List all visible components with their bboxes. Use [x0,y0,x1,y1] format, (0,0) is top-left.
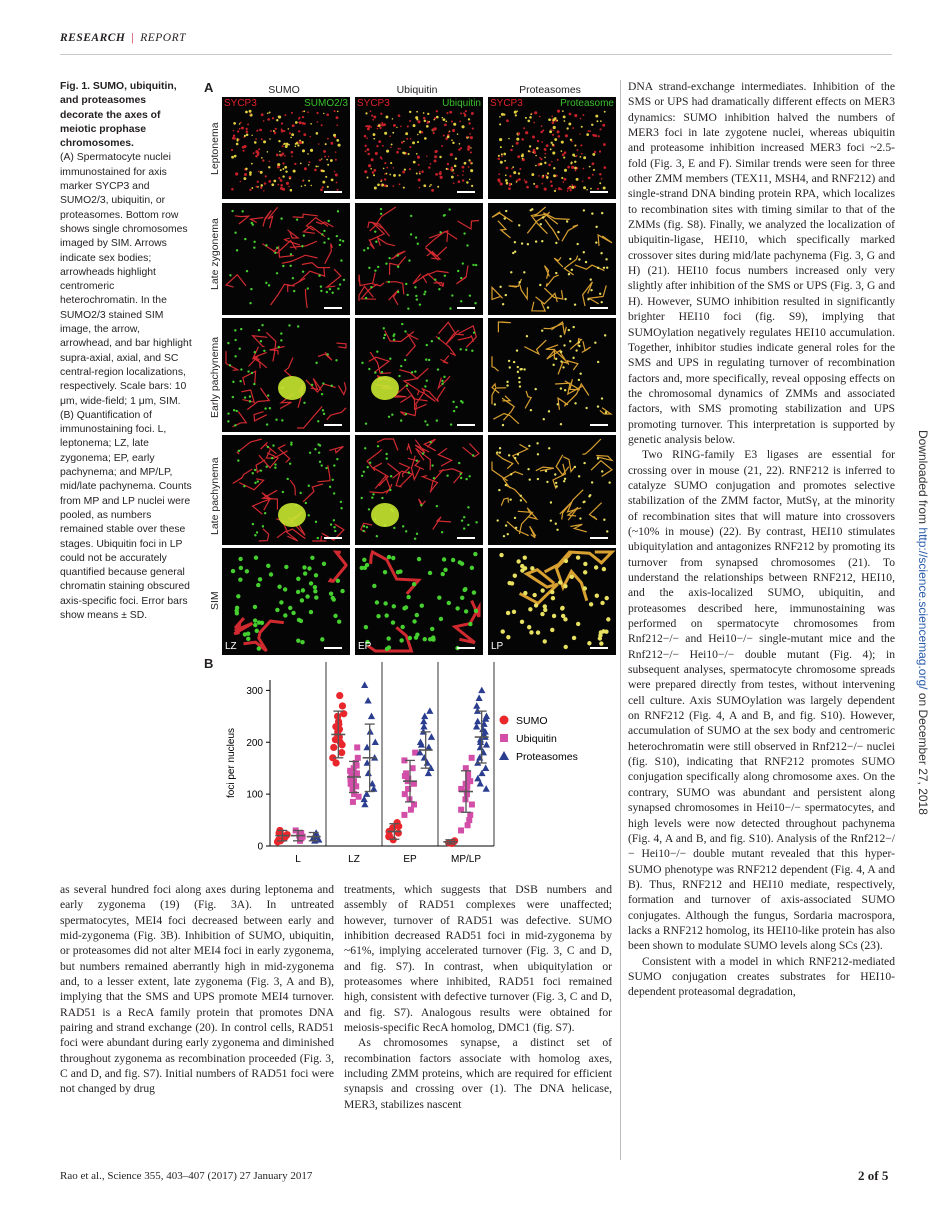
scale-bar [457,424,475,426]
data-point-proteasomes [478,687,485,694]
caption-body: (A) Spermatocyte nuclei immunostained for axis marker SYCP3 and SUMO2/3, ubiquitin, or proteasomes. Bottom row shows single chromosomes imaged by SIM. Arrows indicate sex bodies; arrowheads highlight centromeric heterochromatin. In the SUMO2/3 stained SIM image, the arrow, arrowhead, and bar highlight supra-axial, axial, and SC central-region localizations, respectively. Scale bars: 10 μm, wide-field; 1 μm, SIM. (B) Quantification of immunostaining foci. L, leptonema; LZ, late zygonema; EP, early pachynema; and MP/LP, mid/late pachynema. Counts from MP and LP nuclei were pooled, as numbers remained stable over these stages. Ubiquitin foci in LP could not be accurately quantified because general chromatin staining obscured axis-specific foci. Error bars show means ± SD. [60,152,192,621]
scale-bar [324,647,342,649]
data-point-ubiquitin [408,807,414,813]
legend-marker-ubiquitin [500,734,508,742]
micrograph-late-pachynema-ubiquitin [355,435,483,545]
data-point-ubiquitin [354,744,360,750]
scale-bar [590,424,608,426]
data-point-proteasomes [365,770,372,777]
data-point-ubiquitin [466,817,472,823]
row-label-leptonema: Leptonema [209,122,221,175]
data-point-sumo [338,749,345,756]
scale-bar [590,191,608,193]
data-point-ubiquitin [401,812,407,818]
data-point-ubiquitin [347,768,353,774]
data-point-sumo [336,692,343,699]
data-point-ubiquitin [467,778,473,784]
micrograph-leptonema-sumo [222,97,350,199]
y-tick-label: 100 [246,789,263,801]
sim-stage-tag: EP [358,641,372,652]
scale-bar [457,307,475,309]
col-title-ubiquitin: Ubiquitin [396,84,438,96]
data-point-proteasomes [483,785,490,792]
caption-title: Fig. 1. SUMO, ubiquitin, and proteasomes decorate the axes of meiotic prophase chromosomes. [60,81,177,150]
col-title-proteasomes: Proteasomes [519,84,581,96]
footer-citation: Rao et al., Science 355, 403–407 (2017) 27 January 2017 [60,1170,313,1182]
data-point-sumo [334,713,341,720]
row-label-late-zygonema: Late zygonema [209,218,221,290]
sim-stage-tag: LP [491,641,504,652]
data-point-sumo [339,702,346,709]
data-point-sumo [337,739,344,746]
text-column-left [60,882,334,1097]
row-label-late-pachynema: Late pachynema [209,457,221,535]
data-point-sumo [386,832,393,839]
data-point-ubiquitin [469,802,475,808]
legend-label: SUMO [516,715,548,727]
download-link[interactable]: http://science.sciencemag.org/ [916,527,930,690]
scale-bar [324,191,342,193]
data-point-proteasomes [483,741,490,748]
paragraph: As chromosomes synapse, a distinct set of recombination factors associate with homolog axes, including ZMM proteins, which are required for efficient synapsis and crossing over (1). The DNA helicase, MER3, stabilizes nascent [344,1036,612,1111]
data-point-ubiquitin [355,755,361,761]
data-point-ubiquitin [469,755,475,761]
scale-bar [590,537,608,539]
text-column-middle [344,882,612,1112]
data-point-sumo [330,744,337,751]
micrograph-late-zygonema-ubiquitin [355,203,483,315]
download-sidebar [912,430,934,820]
scale-bar [457,191,475,193]
page-number: 2 of 5 [858,1168,889,1183]
section-label: RESEARCH [60,32,126,44]
micrograph-late-pachynema-sumo [222,435,350,545]
paragraph: DNA strand-exchange intermediates. Inhibition of the SMS or UPS had dramatically different effects on MER3 dynamics: SUMO inhibition halved the numbers of MER3 foci in late zygotene nuclei, whereas ubiquitin and proteasome inhibition increased MER3 foci ~2.5-fold (Fig. 3, E and F). Similar trends were seen for three other ZMM members (TEX11, MSH4, and RNF212) and single-strand DNA binding protein RPA, which localizes to recombination sites with timing similar to that of the ZMMs (fig. S8). Finally, we analyzed the localization of ubiquitin-ligase, HEI10, which specifically marked crossover sites during mid/late pachynema (Fig. 3, G and H) (21). HEI10 focus numbers increased only very slightly after inhibition of the SMS or UPS (Fig. 3, G and H). However, SUMO inhibition resulted in significantly brighter HEI10 foci (fig. S9), implying that SUMOylation negatively regulates HEI10 accumulation. Together, inhibitor studies indicate general roles for the SMS and UPS in regulating turnover of recombination factors and, more specifically, reveal opposing effects on the chromosomal dynamics of ZMMs and associated factors, with SMS promoting stabilization and UPS promoting turnover. This interpretation is supported by genetic analysis below. [628,80,895,446]
legend-marker-sumo [500,716,509,725]
y-axis-label: foci per nucleus [226,727,237,799]
scale-bar [457,647,475,649]
micrograph-leptonema-proteasomes [488,97,616,199]
micrograph-sim-ubiquitin [355,548,483,655]
data-point-proteasomes [473,702,480,709]
y-tick-label: 300 [246,685,263,697]
marker-label-proteasomes: Proteasome [560,98,614,109]
header-separator: | [131,32,135,44]
header-rule [60,54,892,55]
x-tick-label: L [295,854,301,865]
sim-stage-tag: LZ [225,641,237,652]
data-point-ubiquitin [300,834,306,840]
y-tick-label: 200 [246,737,263,749]
y-tick-label: 0 [257,841,263,853]
micrograph-early-pachynema-sumo [222,318,350,432]
article-type: REPORT [140,32,186,44]
data-point-sumo [336,726,343,733]
figure-caption [60,80,192,623]
data-point-ubiquitin [350,799,356,805]
data-point-proteasomes [364,697,371,704]
micrograph-leptonema-ubiquitin [355,97,483,199]
scale-bar [324,537,342,539]
x-tick-label: EP [403,854,417,865]
marker-label-sycp3: SYCP3 [357,98,390,109]
marker-label-sumo: SUMO2/3 [304,98,348,109]
data-point-sumo [395,829,402,836]
micrograph-sim-sumo [222,548,350,655]
download-prefix: Downloaded from [916,430,930,528]
scale-bar [324,307,342,309]
paragraph: as several hundred foci along axes during leptonema and early zygonema (19) (Fig. 3A). In untreated spermatocytes, MEI4 foci decreased between early and mid-zygonema (Fig. 3B). Inhibition of SUMO, ubiquitin, or proteasomes did not alter MEI4 foci in early zygonema, but numbers remained aberrantly high in mid-zygonema and, to a lesser extent, late zygonema (Fig. 3, A and B), implying that the SMS and UPS promote MEI4 turnover. RAD51 is a RecA family protein that promotes DNA pairing and strand exchange (20). In control cells, RAD51 foci were abundant during early zygonema and diminished throughout zygonema as recombination proceeded (Fig. 3, C and D, and fig. S7). Initial numbers of RAD51 foci were not changed by drug [60,883,334,1096]
row-label-early-pachynema: Early pachynema [209,336,221,418]
scale-bar [590,647,608,649]
data-point-ubiquitin [465,822,471,828]
panel-a-label: A [204,80,214,95]
data-point-proteasomes [426,707,433,714]
data-point-ubiquitin [458,827,464,833]
x-tick-label: MP/LP [450,854,482,865]
data-point-proteasomes [361,681,368,688]
legend-label: Proteasomes [516,751,578,763]
paragraph: Two RING-family E3 ligases are essential for crossing over in mouse (21, 22). RNF212 is inferred to catalyze SUMO conjugation and promotes selective stabilization of the ZMM factor, MutSγ, at the minority of recombination sites that will mature into crossovers (~10% in mouse) (22). By contrast, HEI10 stimulates ubiquitylation and antagonizes RNF212 by promoting its turnover from synapsed chromosomes (21). To understand the relationships between RNF212, HEI10, and the axis-localized SUMO, ubiquitin, and proteasomes described here, immunostaining was performed on spermatocyte chromosomes from Rnf212−/− and Hei10−/− single-mutant mice and the Rnf212−/− Hei10−/− double mutant (Fig. 4); in subsequent analyses, spermatocyte chromosome spreads were prepared directly from testes, without intervening cell culture. Axis SUMOylation was largely dependent on RNF212 (Fig. 4, A and B, and fig. S10). However, accumulation of SUMO at the sex body and centromeric heterochromatin were still observed in Rnf212−/− nuclei (fig. S10), indicating that RNF212 promotes SUMO conjugation specifically along chromosome axes. On the contrary, SUMO was abundant and persistent along synapsed chromosomes in Hei10−/− spermatocytes, and high levels were now detected throughout pachynema (Fig. 4, A and B, and fig. S10). Analysis of the Rnf212−/− Hei10−/− double mutant revealed that this hyper-SUMO phenotype was RNF212 dependent (Fig. 4, A and B). Thus, RNF212 and HEI10 mediate, respectively, formation and turnover of axis-associated SUMO conjugates. Although the fungus, Sordaria macrospora, lacks a RNF212 homolog, its HEI10-like protein has also been shown to modulate SUMO levels along SCs (23). [628,448,895,953]
foci-scatter-chart [222,660,622,880]
marker-label-sycp3: SYCP3 [224,98,257,109]
data-point-proteasomes [476,694,483,701]
legend-label: Ubiquitin [516,733,557,745]
data-point-proteasomes [482,764,489,771]
micrograph-late-zygonema-sumo [222,203,350,315]
data-point-ubiquitin [402,773,408,779]
micrograph-late-zygonema-proteasomes [488,203,616,315]
data-point-sumo [333,759,340,766]
scale-bar [457,537,475,539]
row-label-sim: SIM [209,591,221,610]
data-point-proteasomes [368,713,375,720]
data-point-ubiquitin [354,770,360,776]
micrograph-early-pachynema-proteasomes [488,318,616,432]
download-suffix: on December 27, 2018 [916,689,930,815]
marker-label-ubiquitin: Ubiquitin [442,98,481,109]
x-tick-label: LZ [348,854,360,865]
legend-marker-proteasomes [499,751,509,760]
column-rule [620,80,621,1160]
scale-bar [324,424,342,426]
text-column-right [628,79,895,1000]
data-point-ubiquitin [356,794,362,800]
data-point-proteasomes [372,738,379,745]
running-header [60,32,186,44]
data-point-ubiquitin [464,783,470,789]
paragraph: Consistent with a model in which RNF212-mediated SUMO conjugation creates substrates for HEI10-dependent proteasomal degradation, [628,954,895,999]
scale-bar [590,307,608,309]
micrograph-early-pachynema-ubiquitin [355,318,483,432]
panel-b-label: B [204,656,214,671]
paragraph: treatments, which suggests that DSB numbers and assembly of RAD51 complexes were unaffected; however, turnover of RAD51 was defective. SUMO inhibition decreased RAD51 foci in mid-zygonema by ~61%, implying accelerated turnover (Fig. 3, C and D, and fig. S7). In contrast, when ubiquitylation or proteasomes where inhibited, RAD51 foci remained high, consistent with defective turnover (Fig. 3, C and D, and fig. S7). Analogous results were obtained for meiosis-specific RecA homolog, DMC1 (fig. S7). [344,883,612,1035]
data-point-proteasomes [474,718,481,725]
micrograph-sim-proteasomes [488,548,616,655]
data-point-ubiquitin [348,781,354,787]
micrograph-late-pachynema-proteasomes [488,435,616,545]
data-point-proteasomes [428,733,435,740]
col-title-sumo: SUMO [268,84,300,96]
marker-label-sycp3: SYCP3 [490,98,523,109]
data-point-ubiquitin [402,791,408,797]
